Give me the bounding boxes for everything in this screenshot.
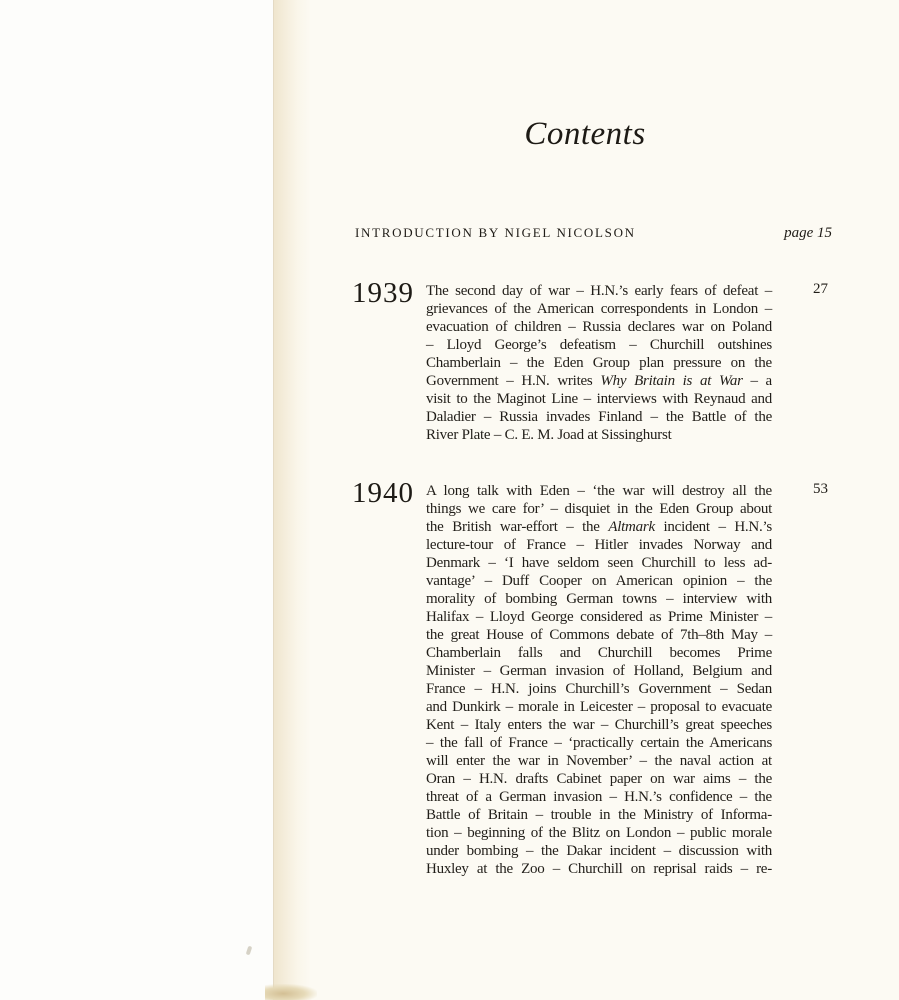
toc-line: will enter the war in November’ – the naval action at [426, 753, 772, 769]
page-gutter-edge [273, 0, 274, 1000]
entry-year: 1939 [352, 277, 414, 309]
toc-line: threat of a German invasion – H.N.’s confidence – the [426, 789, 772, 805]
toc-line: Battle of Britain – trouble in the Ministry of Informa- [426, 807, 772, 823]
entry-summary [426, 282, 772, 444]
toc-line: the great House of Commons debate of 7th–8th May – [426, 627, 773, 643]
toc-line: The second day of war – H.N.’s early fears of defeat – [426, 283, 772, 299]
toc-line: A long talk with Eden – ‘the war will destroy all the [426, 483, 772, 499]
toc-line: Government – H.N. writes Why Britain is at War – a [426, 373, 772, 389]
entry-page-number: 27 [813, 281, 828, 297]
facing-page-margin [0, 0, 273, 1000]
toc-line: grievances of the American correspondents in London – [426, 301, 772, 317]
toc-line: Chamberlain falls and Churchill becomes Prime [426, 645, 772, 661]
toc-line: Denmark – ‘I have seldom seen Churchill to less ad- [426, 555, 772, 571]
toc-line: morality of bombing German towns – interview with [426, 591, 773, 607]
toc-line: the British war-effort – the Altmark incident – H.N.’s [426, 519, 772, 535]
toc-line: France – H.N. joins Churchill’s Government – Sedan [426, 681, 773, 697]
toc-line: Huxley at the Zoo – Churchill on reprisal raids – re- [426, 861, 772, 877]
introduction-heading: INTRODUCTION BY NIGEL NICOLSON [355, 225, 636, 240]
page-gutter-shading [273, 0, 311, 1000]
toc-line: lecture-tour of France – Hitler invades Norway and [426, 537, 772, 553]
introduction-page-number: page 15 [784, 225, 832, 241]
toc-line: Chamberlain – the Eden Group plan pressure on the [426, 355, 772, 371]
toc-line: visit to the Maginot Line – interviews with Reynaud and [426, 391, 773, 407]
page-edge-smudge [265, 984, 317, 1000]
introduction-row [355, 225, 832, 242]
toc-line: and Dunkirk – morale in Leicester – proposal to evacuate [426, 699, 773, 715]
toc-line: tion – beginning of the Blitz on London – public morale [426, 825, 772, 841]
toc-line: Halifax – Lloyd George considered as Prime Minister – [426, 609, 772, 625]
toc-line: Minister – German invasion of Holland, Belgium and [426, 663, 773, 679]
toc-line: – the fall of France – ‘practically certain the Americans [426, 735, 773, 751]
toc-line: River Plate – C. E. M. Joad at Sissinghurst [426, 427, 672, 443]
toc-line: under bombing – the Dakar incident – discussion with [426, 843, 773, 859]
toc-line: evacuation of children – Russia declares war on Poland [426, 319, 773, 335]
toc-line: Kent – Italy enters the war – Churchill’s great speeches [426, 717, 772, 733]
entry-year: 1940 [352, 477, 414, 509]
toc-line: things we care for’ – disquiet in the Eden Group about [426, 501, 773, 517]
toc-line: – Lloyd George’s defeatism – Churchill outshines [426, 337, 773, 353]
contents-page [273, 0, 899, 1000]
entry-summary [426, 482, 772, 878]
toc-line: Oran – H.N. drafts Cabinet paper on war aims – the [426, 771, 773, 787]
entry-page-number: 53 [813, 481, 828, 497]
toc-line: Daladier – Russia invades Finland – the Battle of the [426, 409, 772, 425]
page-title: Contents [524, 116, 646, 152]
toc-line: vantage’ – Duff Cooper on American opinion – the [426, 573, 773, 589]
